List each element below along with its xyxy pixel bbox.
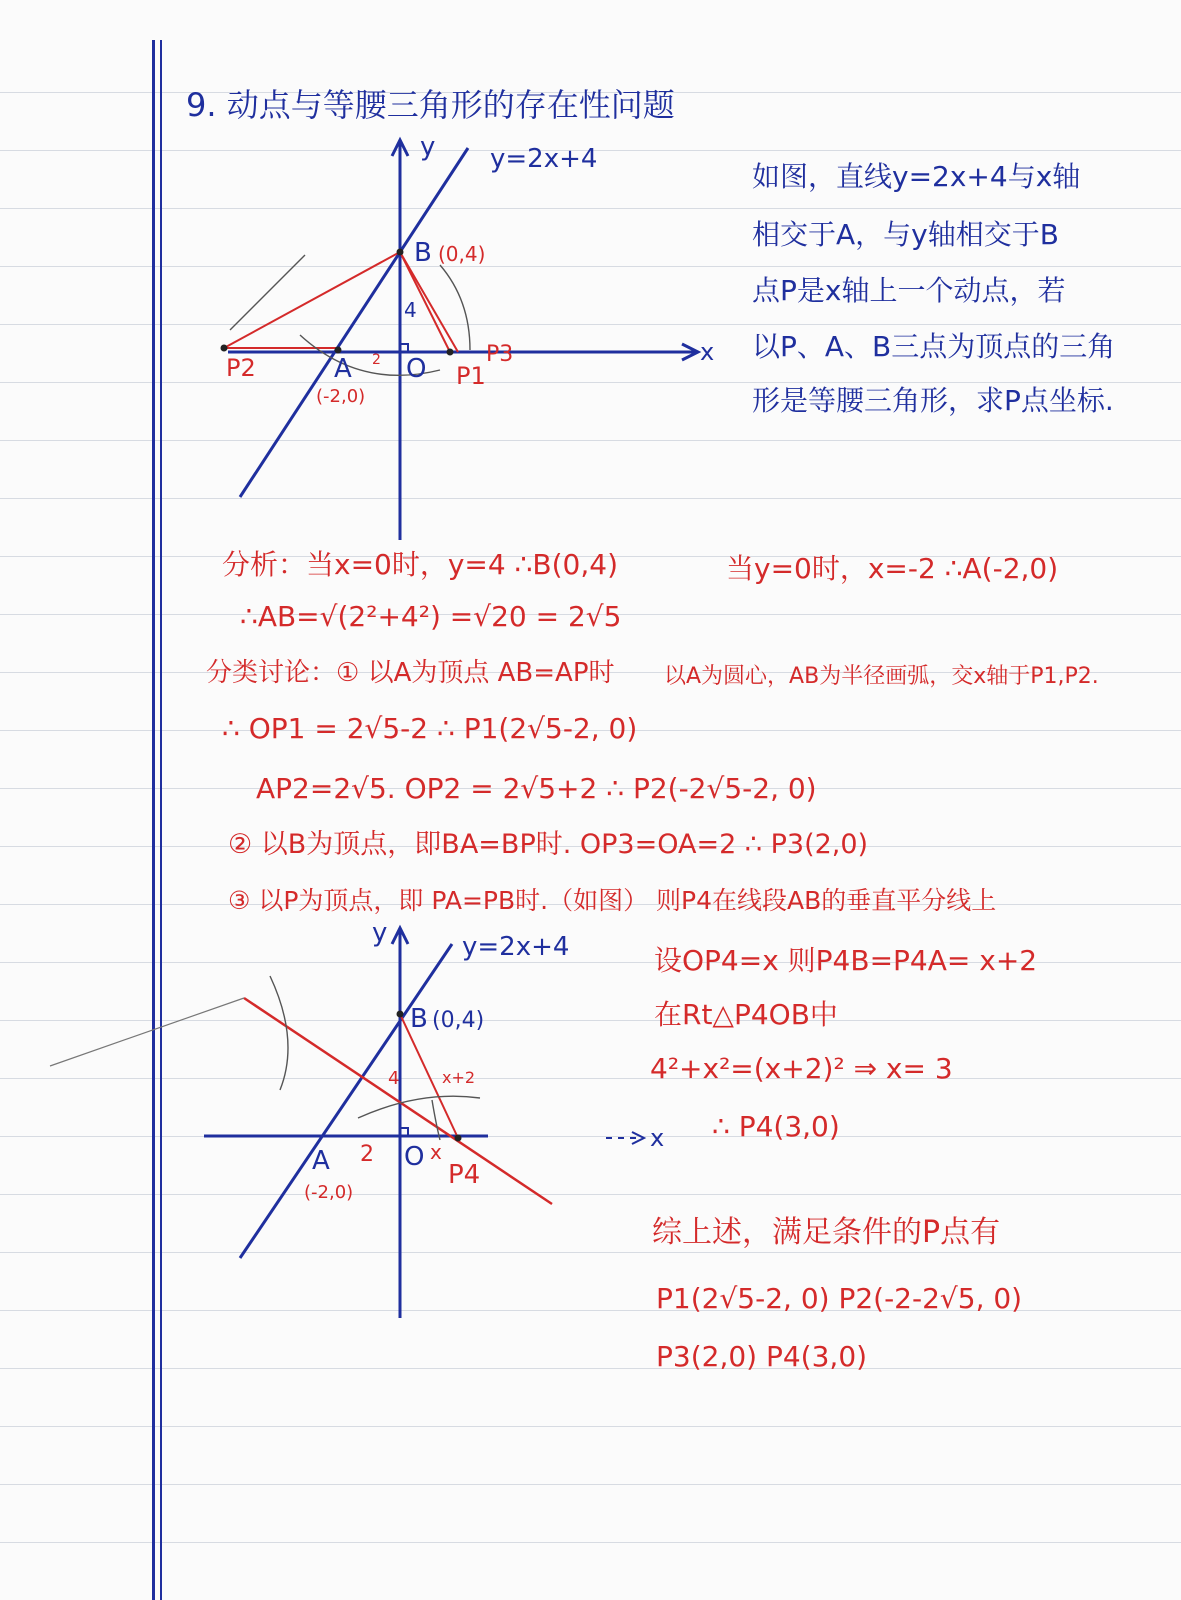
analysis-line-3a: 分类讨论：① 以A为顶点 AB=AP时	[206, 658, 615, 688]
analysis-line-8: 设OP4=x 则P4B=P4A= x+2	[654, 944, 1038, 977]
fig1-A-label: A	[334, 354, 352, 384]
fig1-B-label: B	[414, 238, 432, 268]
fig2-A-label: A	[312, 1146, 330, 1176]
conclusion-line-1: 综上述，满足条件的P点有	[652, 1215, 1001, 1250]
fig2-seg-4: 4	[388, 1068, 400, 1089]
analysis-line-9: 在Rt△P4OB中	[654, 998, 838, 1031]
fig2-line-y2x4	[240, 944, 452, 1258]
problem-line-5: 形是等腰三角形，求P点坐标.	[752, 384, 1114, 417]
conclusion-line-2: P1(2√5-2, 0) P2(-2-2√5, 0)	[656, 1282, 1023, 1315]
page-title: 9. 动点与等腰三角形的存在性问题	[186, 86, 675, 124]
fig2-seg-2: 2	[360, 1142, 374, 1167]
fig2-O-label: O	[404, 1142, 425, 1172]
fig1-line-label: y=2x+4	[490, 144, 598, 174]
fig2-perpendicular-bisector	[244, 998, 552, 1204]
analysis-line-7: ③ 以P为顶点，即 PA=PB时.（如图） 则P4在线段AB的垂直平分线上	[228, 886, 997, 915]
analysis-line-4: ∴ OP1 = 2√5-2 ∴ P1(2√5-2, 0)	[222, 712, 638, 745]
fig2-A-coord: (-2,0)	[304, 1182, 354, 1203]
fig2-point-B	[397, 1011, 404, 1018]
analysis-line-6: ② 以B为顶点，即BA=BP时. OP3=OA=2 ∴ P3(2,0)	[228, 829, 869, 860]
analysis-line-3b: 以A为圆心，AB为半径画弧，交x轴于P1,P2.	[664, 664, 1099, 689]
fig1-seg-4: 4	[404, 298, 417, 322]
analysis-line-1a: 分析：当x=0时，y=4 ∴B(0,4)	[222, 548, 618, 581]
fig2-x-axis-label: x	[650, 1124, 665, 1152]
fig1-seg-2: 2	[372, 352, 381, 368]
fig2-seg-x: x	[430, 1140, 442, 1164]
fig1-x-axis-label: x	[700, 338, 715, 366]
fig1-A-coord: (-2,0)	[316, 386, 366, 407]
fig2-arc-upper	[270, 976, 288, 1090]
fig2-y-axis-label: y	[372, 918, 388, 948]
analysis-line-11: ∴ P4(3,0)	[712, 1110, 840, 1143]
fig2-point-P4	[455, 1135, 462, 1142]
fig2-line-label: y=2x+4	[462, 932, 570, 962]
problem-line-2: 相交于A，与y轴相交于B	[752, 218, 1059, 251]
fig1-P1-label: P1	[456, 362, 486, 390]
problem-line-4: 以P、A、B三点为顶点的三角	[752, 330, 1116, 363]
analysis-line-10: 4²+x²=(x+2)² ⇒ x= 3	[650, 1052, 953, 1085]
fig1-B-coord: (0,4)	[438, 242, 486, 266]
analysis-line-2: ∴AB=√(2²+4²) =√20 = 2√5	[240, 600, 622, 633]
conclusion-line-3: P3(2,0) P4(3,0)	[656, 1340, 868, 1373]
fig1-P3-label: P3	[486, 342, 514, 367]
fig2-seg-x2: x+2	[442, 1068, 476, 1087]
fig2-P4-label: P4	[448, 1160, 481, 1190]
problem-line-1: 如图，直线y=2x+4与x轴	[752, 160, 1081, 193]
fig2-bisector-extension	[50, 998, 244, 1066]
fig2-B-label: B	[410, 1004, 428, 1034]
fig2-B-coord: (0,4)	[432, 1008, 485, 1033]
fig1-y-axis-label: y	[420, 132, 436, 162]
fig2-arc-right	[432, 1100, 440, 1140]
fig1-O-label: O	[406, 354, 427, 384]
problem-line-3: 点P是x轴上一个动点，若	[752, 274, 1066, 307]
analysis-line-1b: 当y=0时，x=-2 ∴A(-2,0)	[726, 552, 1059, 585]
fig1-P2-label: P2	[226, 354, 256, 382]
analysis-line-5: AP2=2√5. OP2 = 2√5+2 ∴ P2(-2√5-2, 0)	[256, 772, 817, 805]
